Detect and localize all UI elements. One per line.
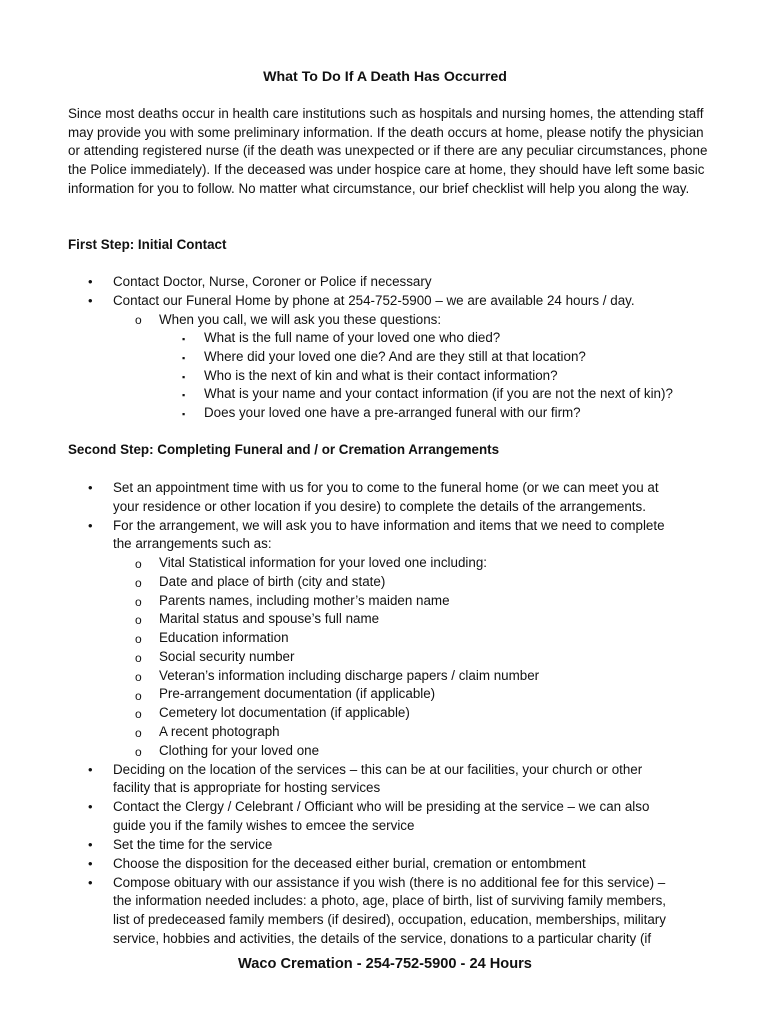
info-item: Veteran’s information including discharge papers / claim number [159,668,540,683]
circle-bullet-icon: o [135,557,142,571]
square-bullet-icon: ▪ [182,353,186,363]
step1-heading: First Step: Initial Contact [68,237,227,252]
obituary-line: service, hobbies and activities, the details of the service, donations to a particular charity (if [113,931,652,946]
circle-bullet-icon: o [135,726,142,740]
bullet-icon: • [88,274,93,289]
info-item: Date and place of birth (city and state) [159,574,386,589]
info-item: Pre-arrangement documentation (if applicable) [159,686,436,701]
bullet-icon: • [88,875,93,890]
question-item: What is your name and your contact information (if you are not the next of kin)? [204,386,673,401]
intro-paragraph: Since most deaths occur in health care institutions such as hospitals and nursing homes, the attending staff may provide you with some preliminary information. If the death occurs at home, please notify the physician or attending registered nurse (if the death was unexpected or if there are any peculiar circumstances, phone the Police immediately). If the deceased was under hospice care at home, they should have left some basic information for you to follow. No matter what circumstance, our brief checklist will help you along the way. [68,106,708,196]
circle-bullet-icon: o [135,651,142,665]
clergy-line: Contact the Clergy / Celebrant / Officiant who will be presiding at the service – we can also [113,799,650,814]
location-line: Deciding on the location of the services – this can be at our facilities, your church or other [113,762,643,777]
info-item: Parents names, including mother’s maiden name [159,593,450,608]
circle-bullet-icon: o [135,576,142,590]
bullet-icon: • [88,480,93,495]
circle-bullet-icon: o [135,595,142,609]
bullet-icon: • [88,799,93,814]
square-bullet-icon: ▪ [182,334,186,344]
question-item: Where did your loved one die? And are they still at that location? [204,349,586,364]
bullet-icon: • [88,856,93,871]
info-item: Cemetery lot documentation (if applicable) [159,705,410,720]
bullet-icon: • [88,518,93,533]
circle-bullet-icon: o [135,707,142,721]
circle-bullet-icon: o [135,313,142,327]
info-item: Social security number [159,649,295,664]
bullet-icon: • [88,837,93,852]
page-title: What To Do If A Death Has Occurred [263,69,507,85]
question-item: Who is the next of kin and what is their contact information? [204,368,558,383]
circle-bullet-icon: o [135,632,142,646]
step1-item-contact-doctor: Contact Doctor, Nurse, Coroner or Police if necessary [113,274,432,289]
info-item: Vital Statistical information for your loved one including: [159,555,487,570]
square-bullet-icon: ▪ [182,372,186,382]
obituary-line: list of predeceased family members (if desired), occupation, education, memberships, military [113,912,666,927]
info-item: Marital status and spouse’s full name [159,611,380,626]
appointment-line: your residence or other location if you desire) to complete the details of the arrangements. [113,499,646,514]
obituary-line: the information needed includes: a photo, age, place of birth, list of surviving family members, [113,893,667,908]
circle-bullet-icon: o [135,613,142,627]
info-item: A recent photograph [159,724,280,739]
appointment-line: Set an appointment time with us for you to come to the funeral home (or we can meet you at [113,480,659,495]
info-item: Clothing for your loved one [159,743,320,758]
page-footer: Waco Cremation - 254-752-5900 - 24 Hours [238,956,532,972]
bullet-icon: • [88,762,93,777]
bullet-icon: • [88,293,93,308]
info-item: Education information [159,630,289,645]
arrangement-line: the arrangements such as: [113,536,272,551]
square-bullet-icon: ▪ [182,409,186,419]
step1-sub-item: When you call, we will ask you these questions: [159,312,442,327]
location-line: facility that is appropriate for hosting services [113,780,381,795]
question-item: What is the full name of your loved one who died? [204,330,501,345]
question-item: Does your loved one have a pre-arranged funeral with our firm? [204,405,581,420]
circle-bullet-icon: o [135,689,142,703]
step1-item-contact-funeral-home: Contact our Funeral Home by phone at 254-752-5900 – we are available 24 hours / day. [113,293,635,308]
arrangement-line: For the arrangement, we will ask you to have information and items that we need to complete [113,518,665,533]
step2-heading: Second Step: Completing Funeral and / or Cremation Arrangements [68,442,500,457]
disposition-item: Choose the disposition for the deceased either burial, cremation or entombment [113,856,586,871]
clergy-line: guide you if the family wishes to emcee the service [113,818,415,833]
circle-bullet-icon: o [135,745,142,759]
time-item: Set the time for the service [113,837,273,852]
circle-bullet-icon: o [135,670,142,684]
square-bullet-icon: ▪ [182,390,186,400]
obituary-line: Compose obituary with our assistance if you wish (there is no additional fee for this service) – [113,875,666,890]
